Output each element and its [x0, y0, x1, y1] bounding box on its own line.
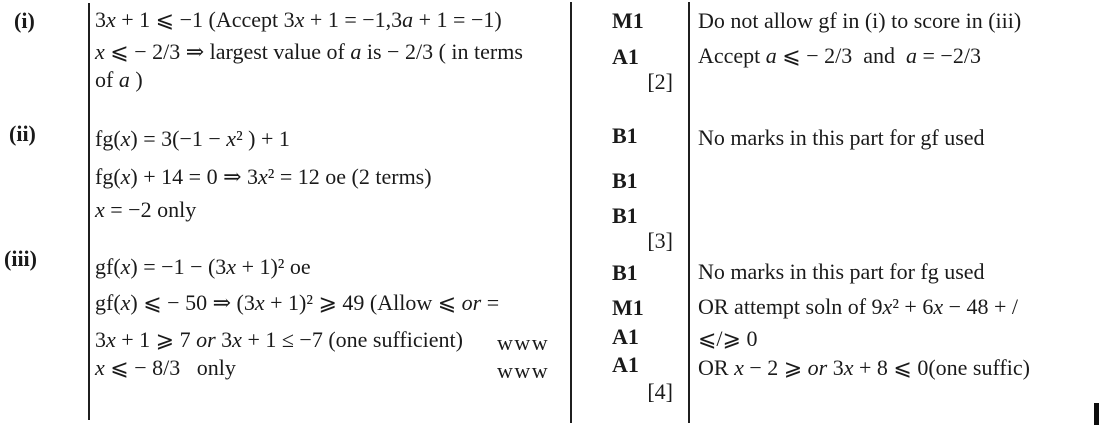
comment-line: OR x − 2 ⩾ or 3x + 8 ⩽ 0(one suffic) [698, 355, 1030, 380]
marks-total: [4] [647, 379, 673, 404]
comment-line: No marks in this part for fg used [698, 259, 985, 284]
page-edge-mark [1094, 403, 1099, 425]
mark-code: B1 [612, 168, 638, 193]
part-label: (ii) [9, 121, 36, 146]
mark-code: B1 [612, 260, 638, 285]
mark-code: M1 [612, 8, 644, 33]
comment-line: No marks in this part for gf used [698, 125, 985, 150]
answer-line: gf(x) = −1 − (3x + 1)² oe [95, 254, 311, 279]
answer-line: fg(x) + 14 = 0 ⇒ 3x² = 12 oe (2 terms) [95, 164, 432, 189]
www-annotation: www [497, 330, 550, 355]
mark-code: A1 [612, 324, 639, 349]
marks-total: [2] [647, 69, 673, 94]
column-divider [88, 3, 90, 420]
answer-line: x ⩽ − 2/3 ⇒ largest value of a is − 2/3 ( in terms [95, 39, 523, 64]
comment-line: Accept a ⩽ − 2/3 and a = −2/3 [698, 43, 981, 68]
answer-line: 3x + 1 ⩾ 7 or 3x + 1 ≤ −7 (one sufficient) [95, 327, 463, 352]
column-divider [688, 2, 690, 423]
comment-line: ⩽/⩾ 0 [698, 326, 758, 351]
answer-line: x = −2 only [95, 197, 197, 222]
answer-line: gf(x) ⩽ − 50 ⇒ (3x + 1)² ⩾ 49 (Allow ⩽ or = [95, 290, 500, 315]
marks-total: [3] [647, 228, 673, 253]
mark-code: M1 [612, 295, 644, 320]
www-annotation: www [497, 358, 550, 383]
mark-code: A1 [612, 44, 639, 69]
answer-line: 3x + 1 ⩽ −1 (Accept 3x + 1 = −1,3a + 1 = −1) [95, 7, 502, 32]
mark-code: B1 [612, 123, 638, 148]
column-divider [570, 2, 572, 423]
answer-line: x ⩽ − 8/3 only [95, 355, 236, 380]
part-label: (iii) [4, 246, 37, 271]
comment-line: OR attempt soln of 9x² + 6x − 48 + / [698, 294, 1019, 319]
comment-line: Do not allow gf in (i) to score in (iii) [698, 8, 1022, 33]
answer-line: of a ) [95, 67, 143, 92]
answer-line: fg(x) = 3(−1 − x² ) + 1 [95, 126, 290, 151]
mark-code: B1 [612, 203, 638, 228]
mark-code: A1 [612, 352, 639, 377]
part-label: (i) [14, 8, 35, 33]
